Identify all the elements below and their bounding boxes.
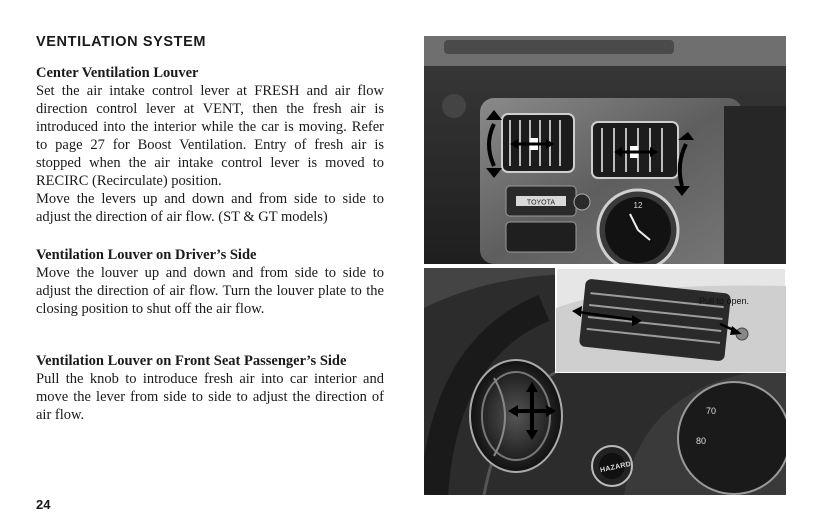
gauge-numeral-80: 80 bbox=[696, 436, 707, 446]
center-louver-section bbox=[36, 64, 384, 226]
center-louver-heading: Center Ventilation Louver bbox=[36, 65, 199, 81]
center-louver-paragraph-1: Set the air intake control lever at FRESH and air flow direction control lever at VENT, then the fresh air is introduced into the interior while the car is moving. Refer to page 27 for Boost Ventilation. Entry of fresh air is stopped when the air intake control lever is moved to RECIRC (Recirculate) position. bbox=[36, 83, 384, 189]
toyota-badge: TOYOTA bbox=[526, 199, 556, 207]
text-column bbox=[36, 34, 384, 444]
gauge-numeral-70: 70 bbox=[706, 406, 717, 416]
dashboard-clock bbox=[598, 190, 678, 264]
center-louver-photo bbox=[424, 36, 786, 264]
passenger-louver-inset bbox=[556, 268, 786, 372]
hazard-label: HAZARD bbox=[599, 460, 632, 475]
passenger-louver-heading: Ventilation Louver on Front Seat Passenger’s Side bbox=[36, 353, 347, 369]
clock-numeral: 12 bbox=[633, 201, 643, 210]
right-louver bbox=[592, 122, 678, 178]
driver-louver-section bbox=[36, 246, 384, 318]
driver-louver-paragraph: Move the louver up and down and from side to side to adjust the direction of air flow. Turn the louver plate to the closing position to shut off the air flow. bbox=[36, 265, 384, 317]
pull-to-open-callout: Pull to open. bbox=[698, 296, 750, 306]
driver-louver-heading: Ventilation Louver on Driver’s Side bbox=[36, 247, 257, 263]
passenger-louver-paragraph: Pull the knob to introduce fresh air into car interior and move the lever from side to side to adjust the direction of air flow. bbox=[36, 371, 384, 423]
center-louver-illustration bbox=[424, 36, 786, 264]
driver-side-louver bbox=[470, 360, 562, 472]
passenger-louver-section bbox=[36, 352, 384, 424]
side-louver-photo bbox=[424, 268, 786, 495]
section-title: VENTILATION SYSTEM bbox=[36, 34, 207, 50]
center-louver-paragraph-2: Move the levers up and down and from side to side to adjust the direction of air flow. (ST & GT models) bbox=[36, 191, 384, 225]
page-number: 24 bbox=[36, 497, 51, 512]
